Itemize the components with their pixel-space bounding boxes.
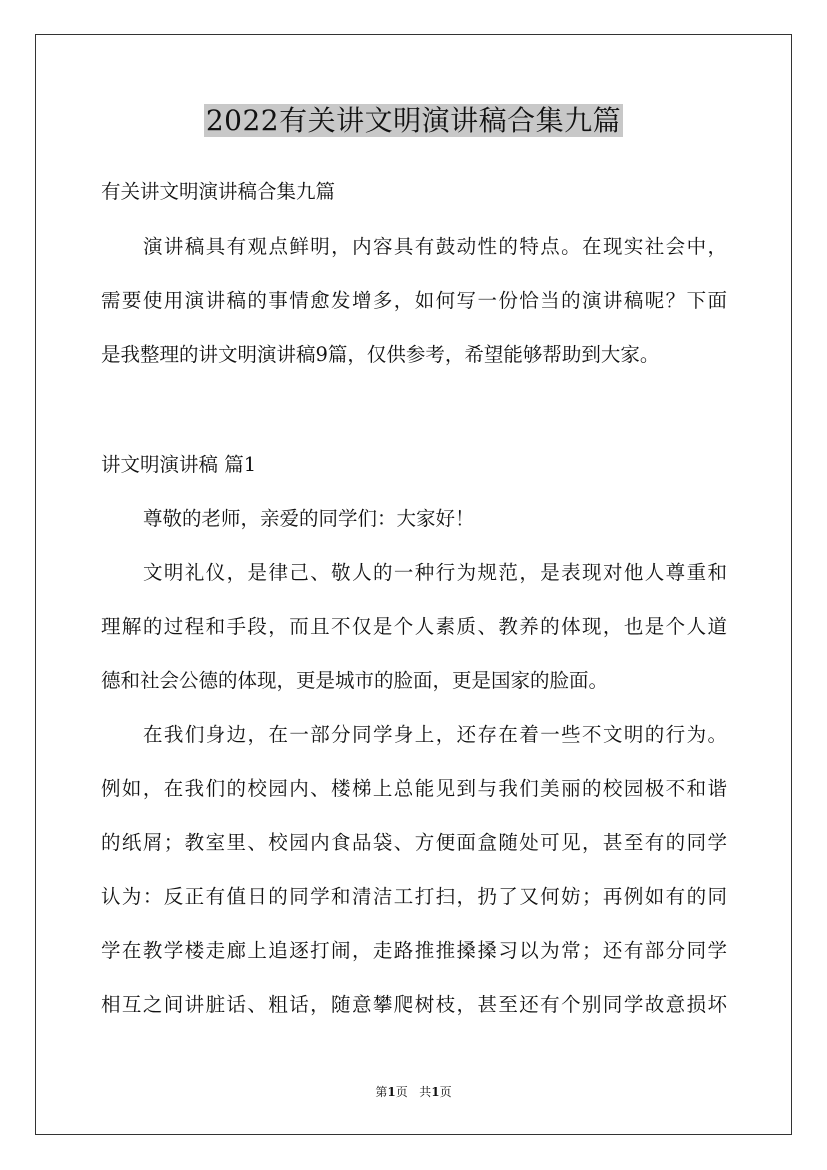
document-title-text: 2022有关讲文明演讲稿合集九篇 [205, 104, 622, 137]
section-heading: 讲文明演讲稿 篇1 [101, 453, 257, 476]
intro-line-2: 需要使用演讲稿的事情愈发增多，如何写一份恰当的演讲稿呢？下面 [101, 289, 727, 312]
paragraph-2-line-5: 学在教学楼走廊上追逐打闹，走路推推搡搡习以为常；还有部分同学 [101, 939, 727, 962]
footer-page-number: 1 [387, 1085, 396, 1099]
paragraph-1-line-2: 理解的过程和手段，而且不仅是个人素质、教养的体现，也是个人道 [101, 615, 727, 638]
greeting-line: 尊敬的老师，亲爱的同学们：大家好！ [143, 507, 475, 530]
paragraph-1-line-1: 文明礼仪，是律己、敬人的一种行为规范，是表现对他人尊重和 [143, 561, 727, 584]
intro-line-3: 是我整理的讲文明演讲稿9篇，仅供参考，希望能够帮助到大家。 [101, 343, 660, 366]
paragraph-1-line-3: 德和社会公德的体现，更是城市的脸面，更是国家的脸面。 [101, 669, 609, 692]
page-footer [0, 1084, 827, 1100]
subtitle-line: 有关讲文明演讲稿合集九篇 [101, 180, 336, 203]
footer-total-number: 1 [431, 1085, 440, 1099]
paragraph-2-line-3: 的纸屑；教室里、校园内食品袋、方便面盒随处可见，甚至有的同学 [101, 831, 727, 854]
intro-line-1: 演讲稿具有观点鲜明，内容具有鼓动性的特点。在现实社会中， [143, 235, 727, 258]
paragraph-2-line-6: 相互之间讲脏话、粗话，随意攀爬树枝，甚至还有个别同学故意损坏 [101, 993, 727, 1016]
paragraph-2-line-1: 在我们身边，在一部分同学身上，还存在着一些不文明的行为。 [143, 723, 727, 746]
document-title [0, 101, 827, 141]
paragraph-2-line-4: 认为：反正有值日的同学和清洁工打扫，扔了又何妨；再例如有的同 [101, 885, 727, 908]
paragraph-2-line-2: 例如，在我们的校园内、楼梯上总能见到与我们美丽的校园极不和谐 [101, 777, 727, 800]
footer-page-prefix: 第 [375, 1085, 388, 1099]
footer-total-unit: 页 [439, 1085, 452, 1099]
footer-page-unit: 页 [395, 1085, 408, 1099]
footer-total-prefix: 共 [419, 1085, 432, 1099]
